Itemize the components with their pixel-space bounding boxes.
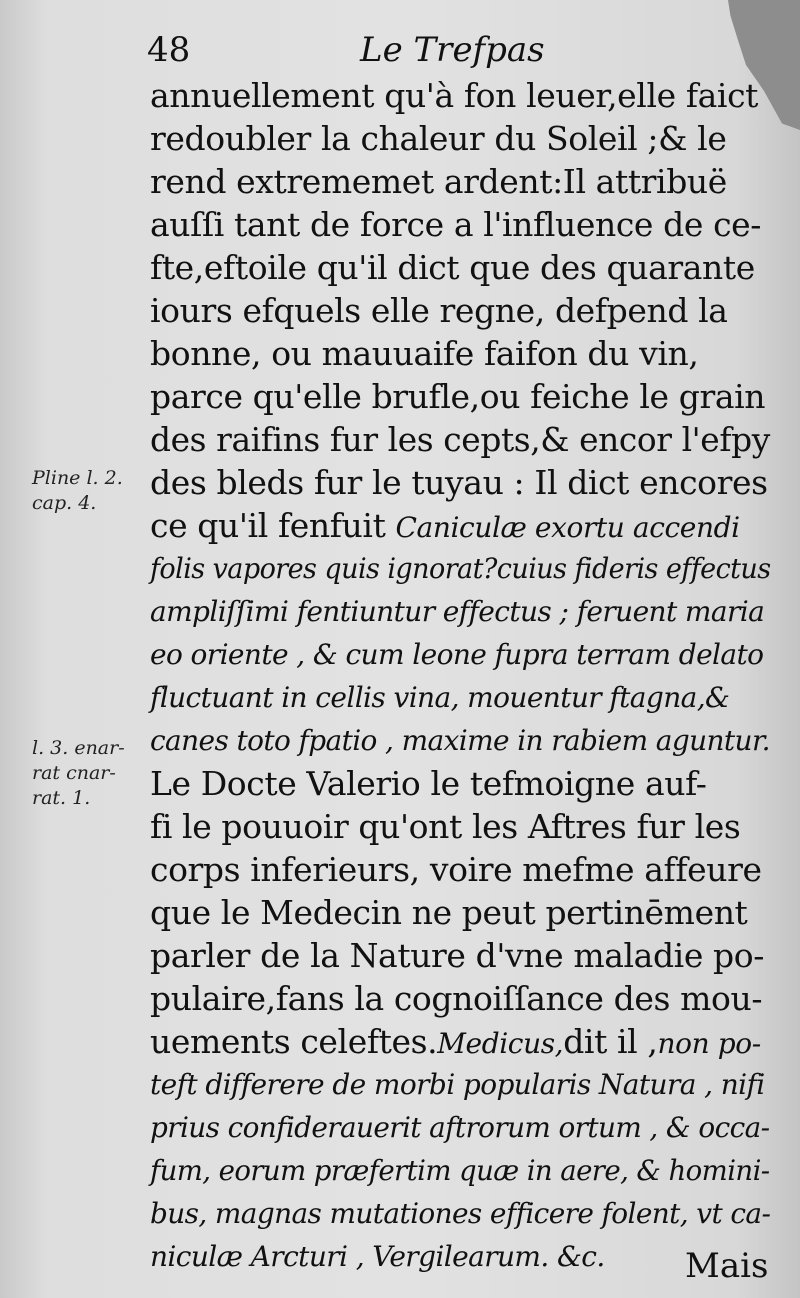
text-run: fi le pouuoir qu'ont les Aftres fur les: [150, 807, 741, 846]
text-run: corps inferieurs, voire mefme affeure: [150, 850, 762, 889]
text-line: [150, 762, 770, 805]
text-line: [150, 805, 770, 848]
text-line: [150, 848, 770, 891]
latin-quote-line: [150, 1063, 770, 1106]
text-run: canes toto fpatio , maxime in rabiem aguntur.: [150, 724, 770, 757]
body-text: [150, 74, 770, 1278]
text-run: eo oriente , & cum leone fupra terram delato: [150, 638, 764, 671]
margin-note-line: cap. 4.: [32, 492, 97, 514]
margin-note-pline: [32, 466, 123, 516]
text-line: [150, 117, 770, 160]
text-run: rend extrememet ardent:Il attribuë: [150, 162, 727, 201]
latin-quote-run: Medicus,: [437, 1027, 564, 1060]
latin-quote-line: [150, 676, 770, 719]
latin-quote-line: [150, 1192, 771, 1235]
text-run: uements celeftes.: [150, 1022, 438, 1061]
text-run: annuellement qu'à fon leuer,elle faict: [150, 76, 759, 115]
text-run: que le Medecin ne peut pertinēment: [150, 893, 748, 932]
text-line: [150, 934, 770, 977]
text-run: dit il ,: [563, 1022, 658, 1061]
margin-note-line: Pline l. 2.: [32, 467, 123, 489]
text-run: auſſi tant de force a l'influence de ce-: [150, 205, 762, 244]
catchword: Mais: [685, 1246, 769, 1286]
text-run: fte,eftoile qu'il dict que des quarante: [150, 248, 755, 287]
margin-note-line: l. 3. enar-: [32, 737, 125, 759]
text-run: teft differere de morbi popularis Natura , nifi: [150, 1068, 765, 1101]
text-line: [150, 160, 770, 203]
text-run: iours efquels elle regne, defpend la: [150, 291, 728, 330]
text-run: Le Docte Valerio le tefmoigne auf-: [150, 764, 707, 803]
running-title: Le Trefpas: [360, 30, 545, 70]
text-line: [150, 1020, 770, 1063]
text-run: prius confiderauerit aftrorum ortum , & occa-: [150, 1111, 770, 1144]
margin-note-line: rat cnar-: [32, 762, 116, 784]
margin-note-line: rat. 1.: [32, 787, 91, 809]
latin-quote-line: [150, 1149, 770, 1192]
text-run: parce qu'elle brufle,ou feiche le grain: [150, 377, 766, 416]
text-line: [150, 375, 770, 418]
latin-quote-line: [150, 1106, 770, 1149]
text-run: redoubler la chaleur du Soleil ;& le: [150, 119, 727, 158]
text-run: des raifins fur les cepts,& encor l'efpy: [150, 420, 770, 459]
text-line: [150, 203, 770, 246]
latin-quote-line: [150, 719, 769, 762]
page-number: 48: [147, 30, 191, 70]
margin-note-enarrat: [32, 736, 125, 811]
text-run: niculæ Arcturi , Vergilearum. &c.: [150, 1240, 605, 1273]
text-run: des bleds fur le tuyau : Il dict encores: [150, 463, 768, 502]
text-run: bonne, ou mauuaife faifon du vin,: [150, 334, 699, 373]
text-run: pulaire,fans la cognoiſſance des mou-: [150, 979, 763, 1018]
text-line: [150, 504, 770, 547]
latin-quote-line: [150, 547, 771, 590]
text-line: [150, 891, 770, 934]
latin-quote-line: [150, 590, 770, 633]
text-line: [150, 289, 770, 332]
latin-quote-line: [150, 633, 770, 676]
latin-quote-run: Caniculæ exortu accendi: [395, 511, 740, 544]
latin-quote-run: non po-: [657, 1027, 761, 1060]
text-line: [150, 418, 770, 461]
text-run: bus, magnas mutationes efficere folent, vt ca-: [150, 1197, 771, 1230]
text-line: [150, 74, 770, 117]
text-run: folis vapores quis ignorat?cuius fideris effectus: [150, 552, 771, 585]
text-run: parler de la Nature d'vne maladie po-: [150, 936, 764, 975]
text-line: [150, 246, 770, 289]
text-line: [150, 332, 770, 375]
text-line: [150, 977, 770, 1020]
text-line: [150, 461, 770, 504]
text-run: ce qu'il fenfuit: [150, 506, 396, 545]
text-run: fluctuant in cellis vina, mouentur ftagna,&: [150, 681, 730, 714]
page-header: [0, 30, 800, 74]
latin-quote-line: [150, 1235, 770, 1278]
text-run: ampliſſimi fentiuntur effectus ; feruent maria: [150, 595, 765, 628]
text-run: fum, eorum præfertim quæ in aere, & homini-: [150, 1154, 770, 1187]
